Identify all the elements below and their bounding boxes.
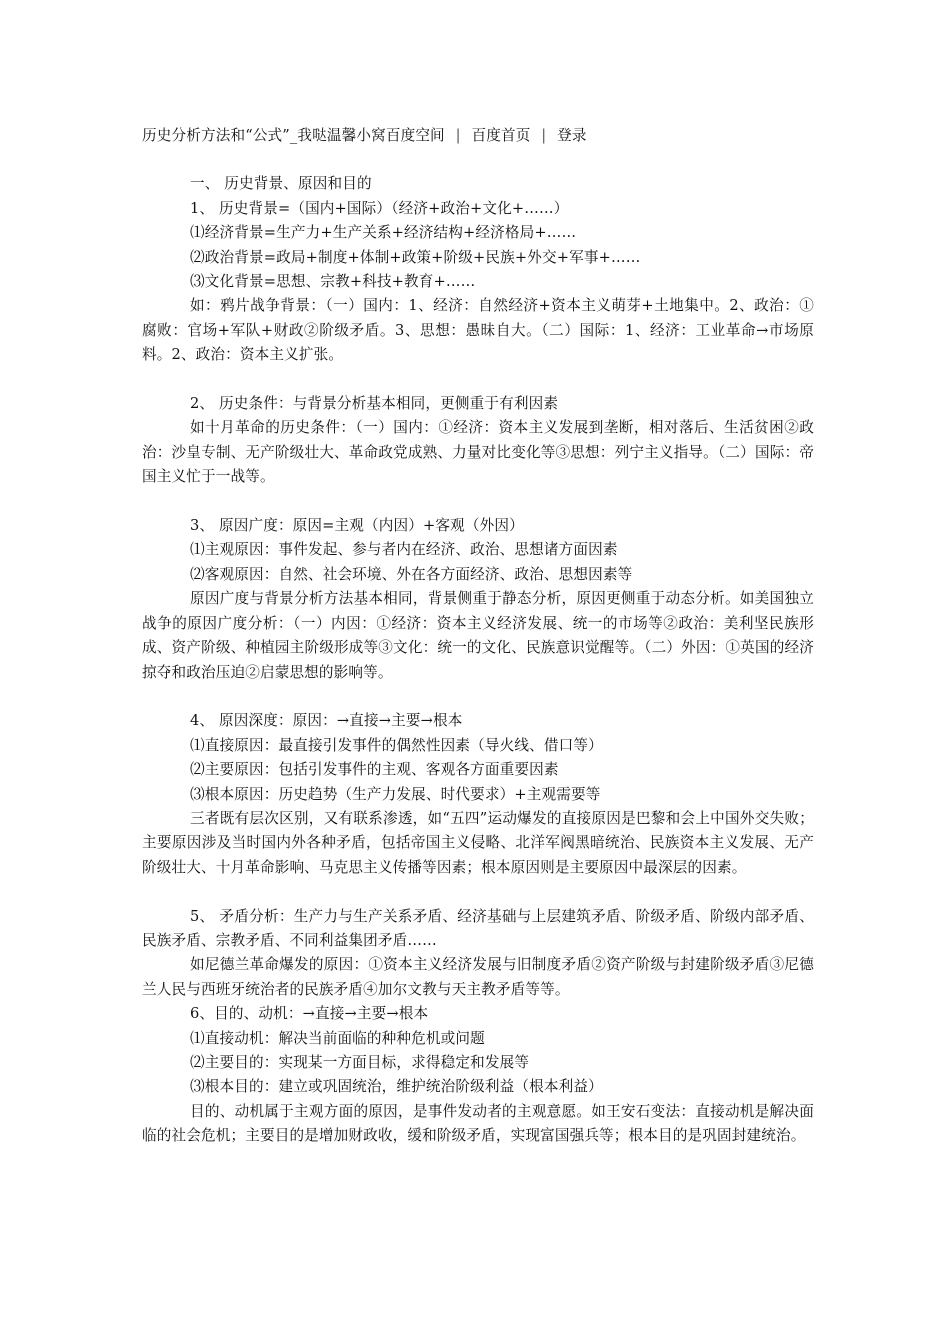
list-item: ⑶文化背景=思想、宗教+科技+教育+…… [190, 273, 476, 291]
page-header [142, 124, 814, 148]
subsection-heading: 6、目的、动机：→直接→主要→根本 [190, 1005, 429, 1023]
document-body [142, 124, 814, 1149]
list-item: ⑴经济背景=生产力+生产关系+经济结构+经济格局+…… [190, 224, 577, 242]
subsection-heading: 5、 矛盾分析：生产力与生产关系矛盾、经济基础与上层建筑矛盾、阶级矛盾、阶级内部矛盾、民族矛盾、宗教矛盾、不同利益集团矛盾…… [142, 907, 814, 949]
list-item: ⑵客观原因：自然、社会环境、外在各方面经济、政治、思想因素等 [190, 565, 633, 583]
blank-line [142, 880, 814, 904]
blank-line [142, 368, 814, 392]
example-paragraph: 三者既有层次区别，又有联系渗透，如“五四”运动爆发的直接原因是巴黎和会上中国外交失败；主要原因涉及当时国内外各种矛盾，包括帝国主义侵略、北洋军阀黑暗统治、民族资本主义发展、无产阶级壮大、十月革命影响、马克思主义传播等因素；根本原因则是主要原因中最深层的因素。 [142, 809, 814, 876]
list-item: ⑴直接原因：最直接引发事件的偶然性因素（导火线、借口等） [190, 736, 603, 754]
list-item: ⑵主要目的：实现某一方面目标，求得稳定和发展等 [190, 1053, 530, 1071]
list-item: ⑶根本目的：建立或巩固统治，维护统治阶级利益（根本利益） [190, 1078, 603, 1096]
list-item: ⑵政治背景=政局+制度+体制+政策+阶级+民族+外交+军事+…… [190, 248, 641, 266]
blank-line [142, 685, 814, 709]
list-item: ⑴直接动机：解决当前面临的种种危机或问题 [190, 1029, 485, 1047]
section-heading: 一、 历史背景、原因和目的 [190, 175, 372, 193]
separator: | [455, 127, 461, 144]
example-paragraph: 目的、动机属于主观方面的原因，是事件发动者的主观意愿。如王安石变法：直接动机是解决面临的社会危机；主要目的是增加财政收，缓和阶级矛盾，实现富国强兵等；根本目的是巩固封建统治。 [142, 1102, 814, 1145]
example-paragraph: 如十月革命的历史条件：（一）国内：①经济：资本主义发展到垄断，相对落后、生活贫困②政治：沙皇专制、无产阶级壮大、革命政党成熟、力量对比变化等③思想：列宁主义指导。（二）国际：帝国主义忙于一战等。 [142, 419, 814, 486]
page-title: 历史分析方法和“公式”_我哒温馨小窝百度空间 [142, 127, 445, 144]
login-link[interactable]: 登录 [557, 127, 587, 144]
blank-line [142, 490, 814, 514]
list-item: ⑶根本原因：历史趋势（生产力发展、时代要求）+主观需要等 [190, 785, 601, 803]
example-paragraph: 如：鸦片战争背景：（一）国内：1、经济：自然经济+资本主义萌芽+土地集中。2、政治：①腐败：官场+军队+财政②阶级矛盾。3、思想：愚昧自大。（二）国际：1、经济：工业革命→市场原料。2、政治：资本主义扩张。 [142, 297, 814, 364]
example-paragraph: 原因广度与背景分析方法基本相同，背景侧重于静态分析，原因更侧重于动态分析。如美国独立战争的原因广度分析：（一）内因：①经济：资本主义经济发展、统一的市场等②政治：美利坚民族形成、资产阶级、种植园主阶级形成等③文化：统一的文化、民族意识觉醒等。（二）外因：①英国的经济掠夺和政治压迫②启蒙思想的影响等。 [142, 590, 814, 681]
example-paragraph: 如尼德兰革命爆发的原因：①资本主义经济发展与旧制度矛盾②资产阶级与封建阶级矛盾③尼德兰人民与西班牙统治者的民族矛盾④加尔文教与天主教矛盾等等。 [142, 956, 814, 998]
list-item: ⑴主观原因：事件发起、参与者内在经济、政治、思想诸方面因素 [190, 541, 618, 559]
subsection-heading: 4、 原因深度：原因：→直接→主要→根本 [190, 712, 463, 730]
separator: | [541, 127, 547, 144]
list-item: ⑵主要原因：包括引发事件的主观、客观各方面重要因素 [190, 761, 559, 779]
baidu-home-link[interactable]: 百度首页 [471, 127, 531, 144]
subsection-heading: 1、 历史背景=（国内+国际）（经济+政治+文化+……） [190, 199, 569, 217]
subsection-heading: 3、 原因广度：原因=主观（内因）+客观（外因） [190, 517, 524, 535]
subsection-heading: 2、 历史条件：与背景分析基本相同，更侧重于有利因素 [190, 395, 559, 413]
